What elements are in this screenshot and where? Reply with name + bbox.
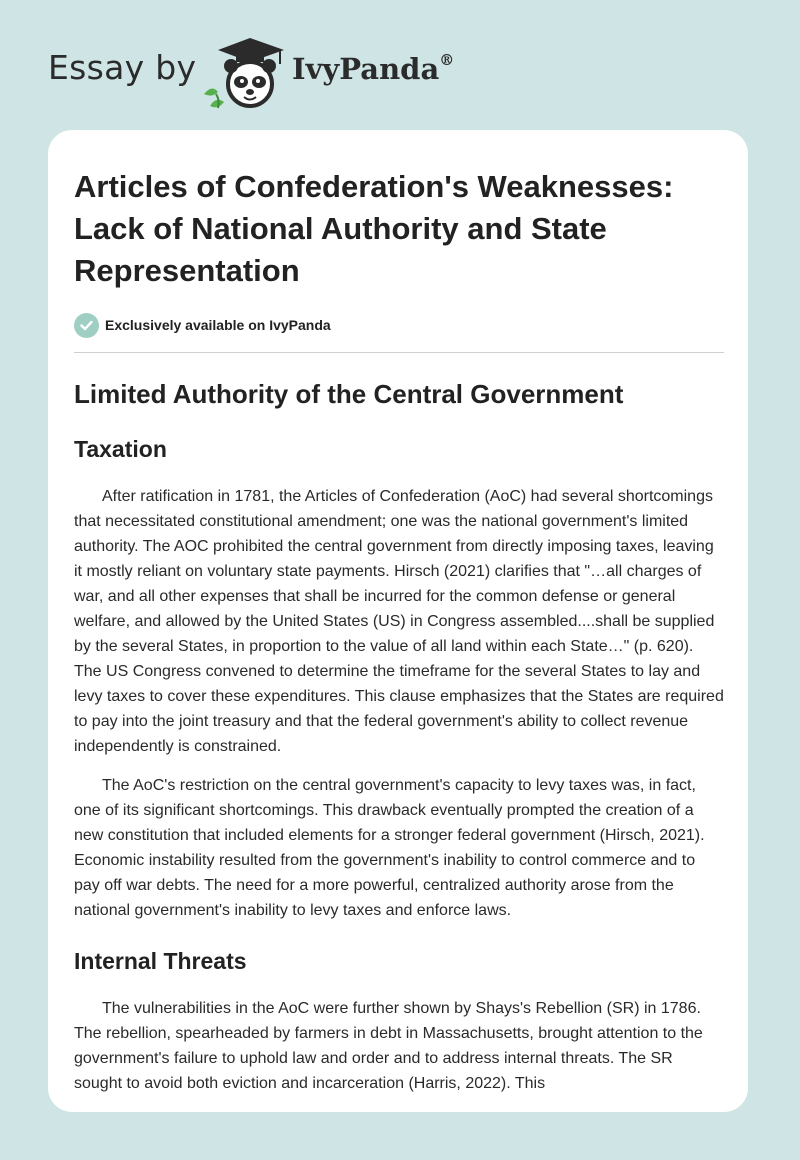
badge-text: Exclusively available on IvyPanda (105, 317, 331, 333)
brand-name[interactable]: IvyPanda® (292, 51, 455, 86)
article-card (48, 130, 748, 1112)
paragraph: The vulnerabilities in the AoC were further shown by Shays's Rebellion (SR) in 1786. The rebellion, spearheaded by farmers in debt in Massachusetts, brought attention to the government's failure to uphold law and order and to address internal threats. The SR sought to avoid both eviction and incarceration (Harris, 2022). This (74, 1000, 703, 1092)
exclusive-badge (74, 312, 724, 338)
subsection-heading-internal-threats: Internal Threats (74, 948, 247, 974)
article-title: Articles of Confederation's Weaknesses: Lack of National Authority and State Representation (74, 169, 674, 288)
subsection-heading-taxation: Taxation (74, 436, 167, 462)
paragraph: The AoC's restriction on the central government's capacity to levy taxes was, in fact, one of its significant shortcomings. This drawback eventually prompted the creation of a new constitution that included elements for a stronger federal government (Hirsch, 2021). Economic instability resulted from the government's inability to control commerce and to pay off war debts. The need for a more powerful, centralized authority arose from the national government's inability to levy taxes and enforce laws. (74, 777, 705, 919)
check-icon (74, 313, 99, 338)
article-content (74, 166, 724, 1096)
paragraph: After ratification in 1781, the Articles of Confederation (AoC) had several shortcomings that necessitated constitutional amendment; one was the national government's limited authority. The AOC prohibited the central government from directly imposing taxes, leaving it mostly reliant on voluntary state payments. Hirsch (2021) clarifies that "…all charges of war, and all other expenses that shall be incurred for the common defense or general welfare, and allowed by the United States (US) in Congress assembled....shall be supplied by the several States, in proportion to the value of all land within each State…" (p. 620). The US Congress convened to determine the timeframe for the several States to lay and levy taxes to cover these expenditures. This clause emphasizes that the States are required to pay into the joint treasury and that the federal government's ability to collect revenue independently is constrained. (74, 488, 724, 755)
essay-by-label: Essay by (48, 48, 197, 87)
panda-graduate-logo-icon[interactable] (200, 34, 288, 110)
divider (74, 352, 724, 353)
site-header (48, 34, 548, 114)
section-title: Limited Authority of the Central Government (74, 379, 624, 409)
